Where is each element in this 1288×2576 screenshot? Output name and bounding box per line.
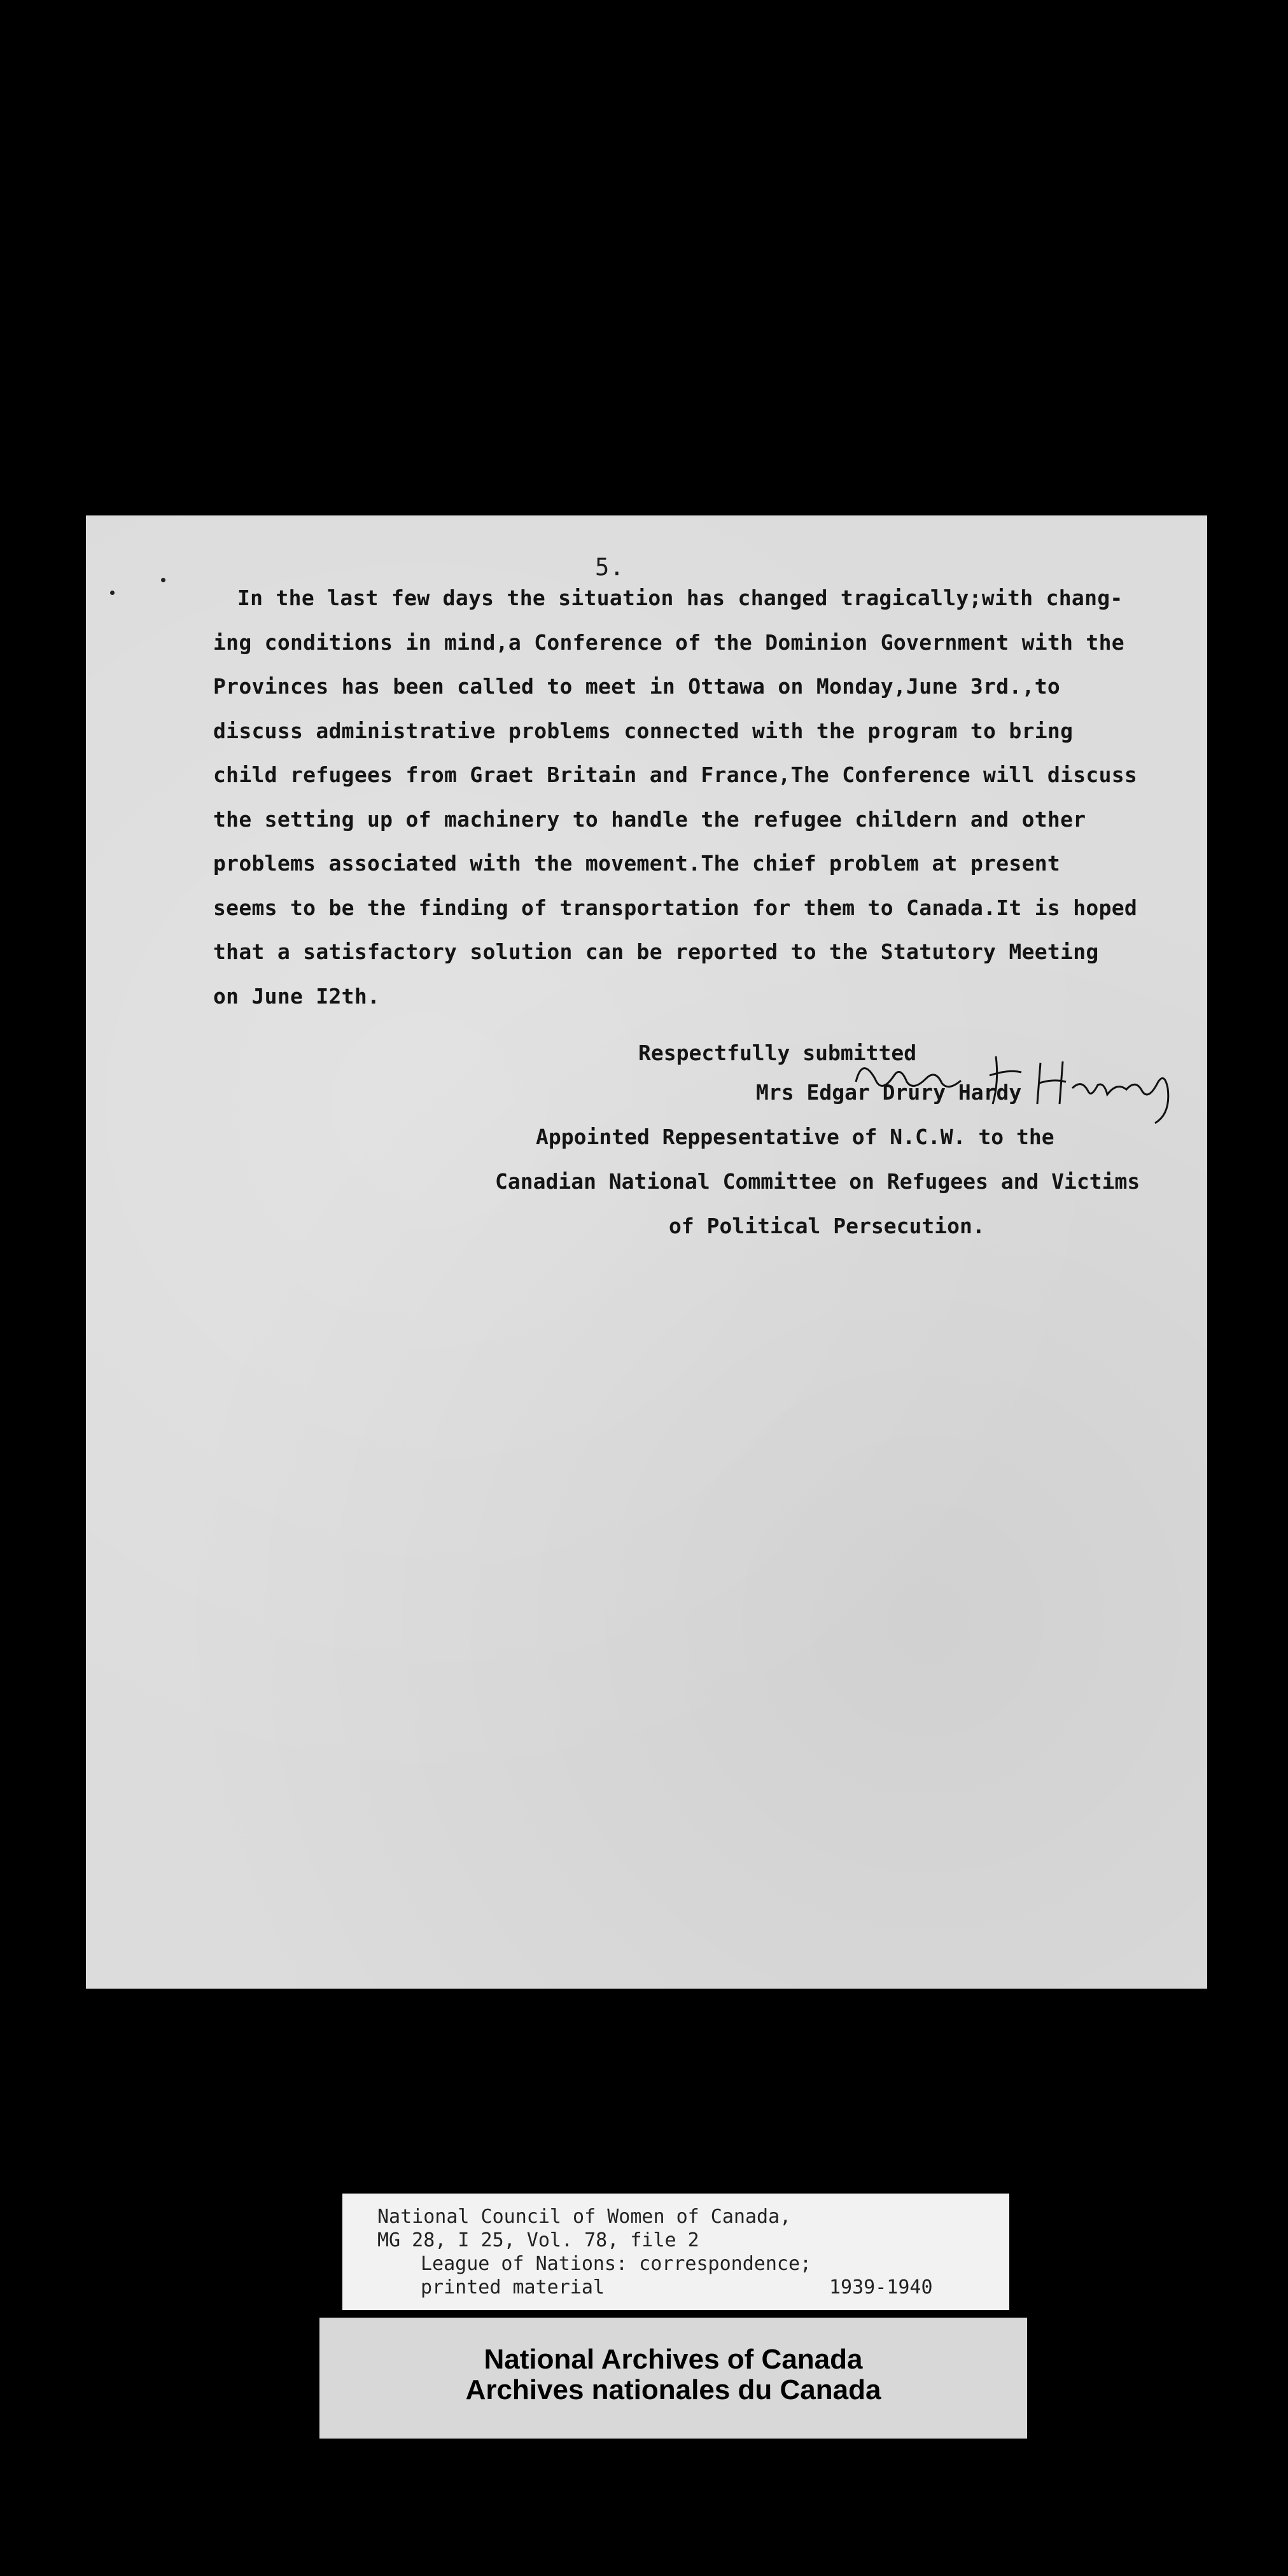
body-line: on June I2th. xyxy=(213,983,381,1009)
role-line: Canadian National Committee on Refugees and Victims xyxy=(495,1169,1140,1194)
signer-name: Mrs Edgar Drury Hardy xyxy=(756,1080,1022,1105)
body-line: problems associated with the movement.The chief problem at present xyxy=(213,851,1061,876)
label-line: National Council of Women of Canada, xyxy=(377,2206,792,2228)
archive-reference-label xyxy=(342,2194,1009,2310)
body-line: seems to be the finding of transportation for them to Canada.It is hoped xyxy=(213,895,1138,920)
handwritten-signature xyxy=(837,1044,1193,1126)
archive-name-french: Archives nationales du Canada xyxy=(465,2374,881,2405)
label-line: MG 28, I 25, Vol. 78, file 2 xyxy=(377,2229,699,2251)
archive-name-english: National Archives of Canada xyxy=(484,2344,863,2375)
body-line: that a satisfactory solution can be reported to the Statutory Meeting xyxy=(213,939,1099,964)
page-mark-dot xyxy=(161,578,165,582)
page-number: 5. xyxy=(595,554,625,581)
role-line: Appointed Reppesentative of N.C.W. to the xyxy=(536,1124,1054,1149)
body-paragraph xyxy=(213,576,1168,1018)
label-years: 1939-1940 xyxy=(829,2276,933,2299)
body-line: the setting up of machinery to handle the refugee childern and other xyxy=(213,806,1086,832)
document-page xyxy=(86,515,1207,1989)
body-line: discuss administrative problems connected with the program to bring xyxy=(213,718,1074,743)
body-line: child refugees from Graet Britain and France,The Conference will discuss xyxy=(213,762,1138,787)
body-line: Provinces has been called to meet in Ottawa on Monday,June 3rd.,to xyxy=(213,674,1061,699)
label-line: League of Nations: correspondence; xyxy=(421,2253,812,2275)
label-line: printed material xyxy=(421,2276,605,2299)
closing-text: Respectfully submitted xyxy=(638,1040,917,1065)
body-line: In the last few days the situation has changed tragically;with chang- xyxy=(237,585,1123,610)
archive-stamp xyxy=(319,2318,1027,2439)
body-line: ing conditions in mind,a Conference of the Dominion Government with the xyxy=(213,629,1124,655)
role-line: of Political Persecution. xyxy=(669,1214,985,1238)
page-mark-dot xyxy=(110,591,115,595)
